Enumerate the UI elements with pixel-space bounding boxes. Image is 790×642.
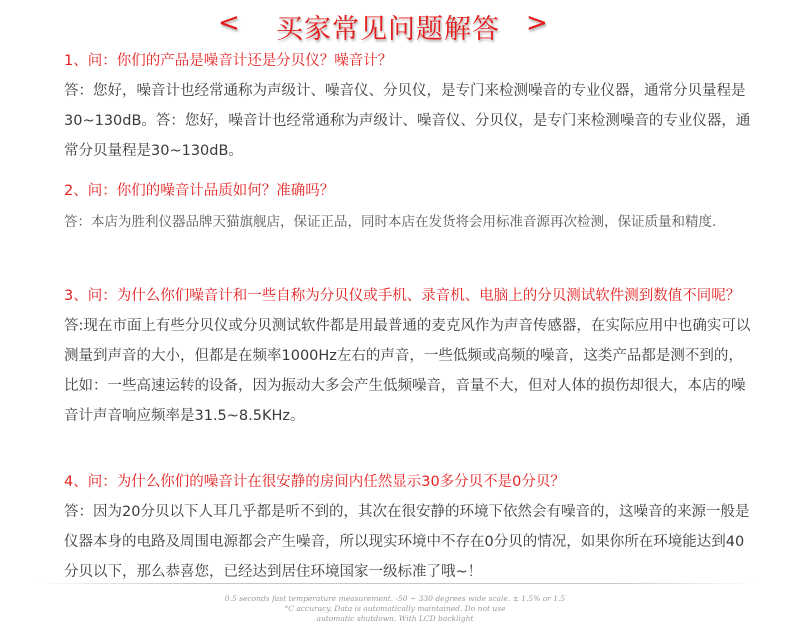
faq-answer: 答：因为20分贝以下人耳几乎都是听不到的，其次在很安静的环境下依然会有噪音的，这噪音的来源一般是仪器本身的电路及周围电源都会产生噪音，所以现实环境中不存在0分贝的情况，如果你所在环境能达到40分贝以下，那么恭喜您，已经达到居住环境国家一级标准了哦~！ — [64, 504, 750, 580]
page-header — [0, 4, 790, 45]
faq-item-1 — [64, 46, 754, 166]
footer-line-2: °C accuracy. Data is automatically maintained. Do not use — [284, 604, 506, 613]
footer-divider — [36, 583, 756, 584]
faq-answer: 答：您好，噪音计也经常通称为声级计、噪音仪、分贝仪，是专门来检测噪音的专业仪器，通常分贝量程是30~130dB。答：您好，噪音计也经常通称为声级计、噪音仪、分贝仪，是专门来检测噪音的专业仪器，通常分贝量程是30~130dB。 — [64, 83, 751, 159]
faq-question: 1、问：你们的产品是噪音计还是分贝仪？噪音计？ — [64, 53, 393, 69]
footer-line-1: 0.5 seconds fast temperature measurement. -50 ~ 330 degrees wide scale. ± 1.5% or 1.5 — [224, 594, 566, 603]
faq-question: 2、问：你们的噪音计品质如何？准确吗？ — [64, 183, 335, 199]
footer-line-3: automatic shutdown. With LCD backlight — [316, 614, 474, 623]
faq-item-4 — [64, 467, 754, 587]
faq-item-2 — [64, 176, 754, 233]
footer-note — [200, 594, 590, 624]
faq-question: 4、问：为什么你们的噪音计在很安静的房间内任然显示30多分贝不是0分贝？ — [64, 474, 565, 490]
faq-answer: 答：本店为胜利仪器品牌天猫旗舰店，保证正品，同时本店在发货将会用标准音源再次检测，保证质量和精度. — [64, 214, 717, 230]
faq-question: 3、问：为什么你们噪音计和一些自称为分贝仪或手机、录音机、电脑上的分贝测试软件测到数值不同呢？ — [64, 288, 741, 304]
right-bracket: > — [526, 8, 548, 38]
left-bracket: < — [218, 8, 240, 38]
faq-answer: 答:现在市面上有些分贝仪或分贝测试软件都是用最普通的麦克风作为声音传感器，在实际应用中也确实可以测量到声音的大小，但都是在频率1000Hz左右的声音，一些低频或高频的噪音，这类产品都是测不到的，比如：一些高速运转的设备，因为振动大多会产生低频噪音，音量不大，但对人体的损伤却很大，本店的噪音计声音响应频率是31.5~8.5KHz。 — [64, 318, 751, 424]
page-title: 买家常见问题解答 — [276, 14, 500, 45]
faq-item-3 — [64, 281, 754, 431]
